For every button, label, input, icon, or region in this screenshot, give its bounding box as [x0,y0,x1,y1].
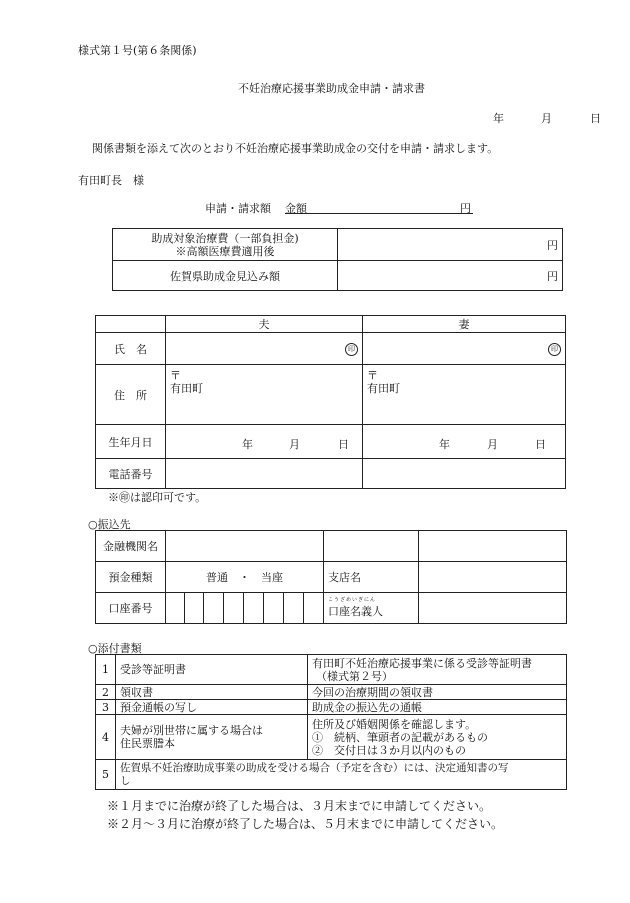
seal-icon: 印 [548,343,561,356]
kingaku-label: 金額 [285,202,307,215]
seal-icon: 印 [345,343,358,356]
account-holder-ruby: こうざめいぎにん [328,597,377,603]
addressee: 有田町長 様 [78,174,144,187]
attachments-section-title: ○添付書類 [88,642,142,655]
form-title: 不妊治療応援事業助成金申請・請求書 [238,82,425,95]
footnote-2: ※２月～３月に治療が終了した場合は、５月末までに申請してください。 [107,817,504,831]
date-year-label: 年 [493,112,504,125]
husband-name-field[interactable] [166,333,363,365]
row-name-label: 氏 名 [96,333,166,365]
postal-mark-icon: 〒 [367,369,378,382]
deposit-type-options[interactable]: 普通 ・ 当座 [166,562,324,593]
stamp-note: ※㊞は認印可です。 [108,491,207,504]
row-birth-label: 生年月日 [96,425,166,459]
husband-phone-field[interactable] [166,459,363,489]
husband-birth-field[interactable]: 年 月 日 [166,425,363,459]
wife-town: 有田町 [367,382,400,395]
table-row: 3 預金通帳の写し 助成金の振込先の通帳 [96,700,567,715]
form-number: 様式第１号(第６条関係) [78,44,197,57]
account-holder-label: こうざめいぎにん 口座名義人 [324,593,419,624]
intro-text: 関係書類を添えて次のとおり不妊治療応援事業助成金の交付を申請・請求します。 [92,142,499,155]
row-address-label: 住 所 [96,365,166,425]
person-table [95,315,566,489]
account-digit[interactable] [166,593,185,624]
bank-extra-field[interactable] [419,531,567,562]
table-row: 2 領収書 今回の治療期間の領収書 [96,685,567,700]
postal-mark-icon: 〒 [170,369,181,382]
cost-row1-label: 助成対象治療費（一部負担金) ※高額医療費適用後 [113,229,338,261]
date-day-label: 日 [590,112,601,125]
col-husband: 夫 [166,316,363,333]
attachments-table [95,654,567,790]
bank-name-field[interactable] [166,531,324,562]
account-digit[interactable] [185,593,204,624]
amount-yen: 円 [460,202,471,215]
cost-table [112,228,563,291]
col-wife: 妻 [363,316,566,333]
husband-address-field[interactable] [166,365,363,425]
account-holder-field[interactable] [419,593,567,624]
account-digit[interactable] [284,593,304,624]
amount-field[interactable] [285,200,473,214]
branch-label: 支店名 [324,562,419,593]
cost-row2-label: 佐賀県助成金見込み額 [113,261,338,291]
wife-address-field[interactable] [363,365,566,425]
amount-label: 申請・請求額 [205,202,271,215]
bank-name-label: 金融機関名 [96,531,166,562]
table-row: 4 夫婦が別世帯に属する場合は 住民票謄本 住所及び婚姻関係を確認します。 ① 続柄、筆頭者の記載があるもの ② 交付日は３か月以内のもの [96,715,567,760]
account-digit[interactable] [204,593,224,624]
wife-name-field[interactable] [363,333,566,365]
table-row: 1 受診等証明書 有田町不妊治療応援事業に係る受診等証明書 （様式第２号） [96,655,567,685]
branch-field[interactable] [419,562,567,593]
wife-phone-field[interactable] [363,459,566,489]
bank-section-title: ○振込先 [88,518,131,531]
account-number-label: 口座番号 [96,593,166,624]
row-phone-label: 電話番号 [96,459,166,489]
table-row: 5 佐賀県不妊治療助成事業の助成を受ける場合（予定を含む）には、決定通知書の写 し [96,760,567,790]
bank-table [95,530,567,624]
account-digit[interactable] [304,593,324,624]
deposit-type-label: 預金種類 [96,562,166,593]
cost-row1-value[interactable]: 円 [338,229,563,261]
husband-town: 有田町 [170,382,203,395]
footnote-1: ※１月までに治療が終了した場合は、３月末までに申請してください。 [107,799,492,813]
account-digit[interactable] [244,593,264,624]
account-digit[interactable] [224,593,244,624]
account-digit[interactable] [264,593,284,624]
cost-row2-value[interactable]: 円 [338,261,563,291]
wife-birth-field[interactable]: 年 月 日 [363,425,566,459]
date-month-label: 月 [541,112,552,125]
